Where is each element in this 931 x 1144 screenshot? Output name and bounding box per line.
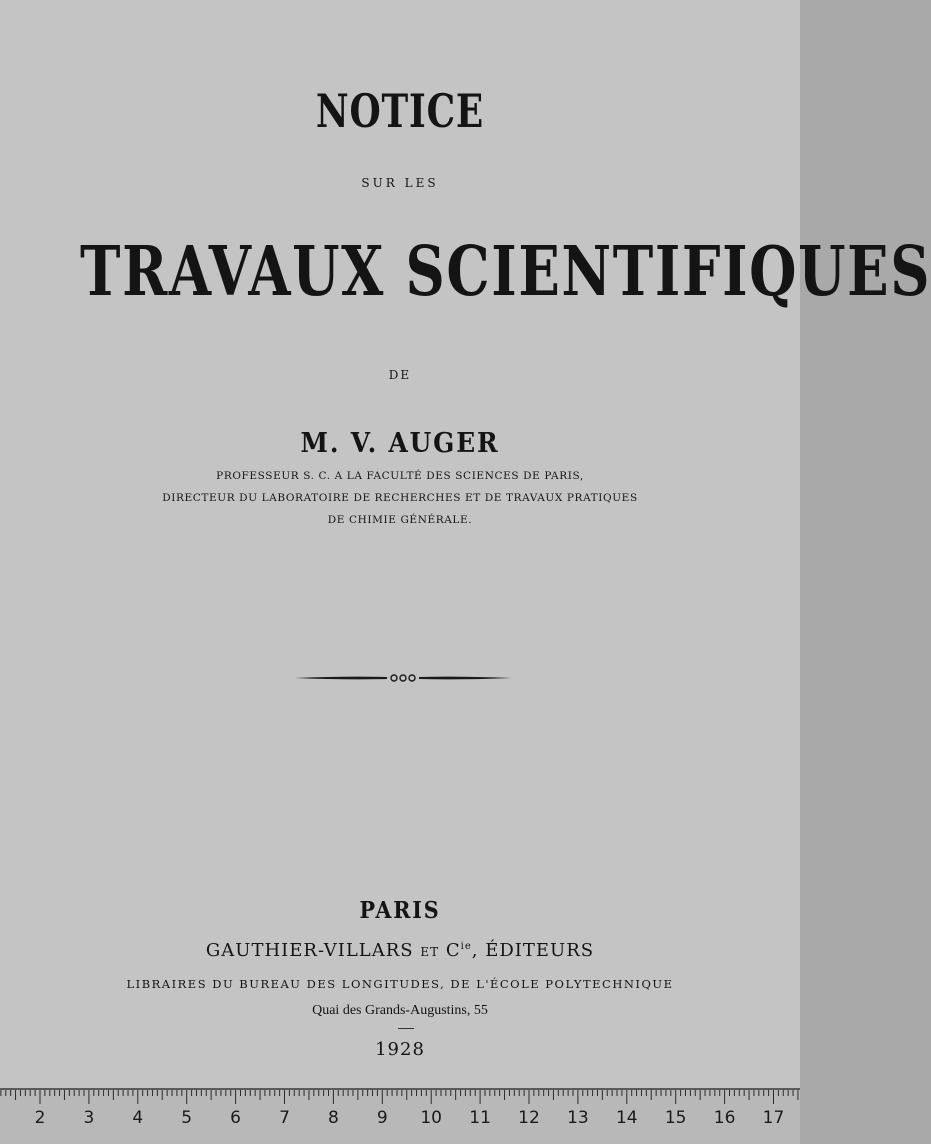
- publisher-co: C: [445, 940, 461, 961]
- title-connector: SUR LES: [361, 176, 439, 190]
- ruler-number: 6: [230, 1108, 242, 1128]
- publication-year: 1928: [375, 1039, 425, 1060]
- typographic-ornament: [295, 670, 511, 686]
- document-title: NOTICE: [315, 84, 485, 138]
- ruler-number: 16: [713, 1108, 736, 1128]
- ruler-number: 13: [567, 1108, 589, 1128]
- author-title-line: PROFESSEUR S. C. A LA FACULTÉ DES SCIENCES DE PARIS,: [216, 470, 584, 482]
- ruler-number: 9: [376, 1108, 388, 1128]
- ruler-number: 17: [762, 1108, 785, 1128]
- ruler-number: 2: [34, 1108, 46, 1128]
- libraires-line: LIBRAIRES DU BUREAU DES LONGITUDES, DE L'ÉCOLE POLYTECHNIQUE: [126, 977, 674, 991]
- publisher-role: , ÉDITEURS: [471, 940, 595, 961]
- author-name: M. V. AUGER: [300, 428, 500, 459]
- ruler-number: 12: [518, 1108, 540, 1128]
- author-title-line: DE CHIMIE GÉNÉRALE.: [327, 514, 473, 526]
- ruler-number: 10: [420, 1108, 443, 1128]
- ruler-number: 14: [615, 1108, 638, 1128]
- document-subject: TRAVAUX SCIENTIFIQUES: [80, 232, 931, 312]
- ruler-number: 5: [181, 1108, 193, 1128]
- publisher-name: GAUTHIER-VILLARS: [205, 940, 414, 961]
- short-rule: [398, 1028, 414, 1029]
- imprint-city: PARIS: [359, 897, 441, 924]
- title-preposition: DE: [388, 368, 412, 382]
- publisher-address: Quai des Grands-Augustins, 55: [312, 1003, 488, 1018]
- publisher-line: [0, 940, 800, 961]
- ruler-number: 7: [279, 1108, 290, 1128]
- author-title-line: DIRECTEUR DU LABORATOIRE DE RECHERCHES ET DE TRAVAUX PRATIQUES: [162, 492, 638, 504]
- publisher-co-superscript: ie: [460, 941, 472, 952]
- ruler-number: 3: [83, 1108, 95, 1128]
- ruler-number: 11: [469, 1108, 491, 1128]
- ruler-number: 4: [132, 1108, 144, 1128]
- ruler-number: 8: [327, 1108, 339, 1128]
- publisher-et: ET: [420, 945, 440, 959]
- ruler-number: 15: [664, 1108, 687, 1128]
- measuring-ruler: [0, 1088, 800, 1144]
